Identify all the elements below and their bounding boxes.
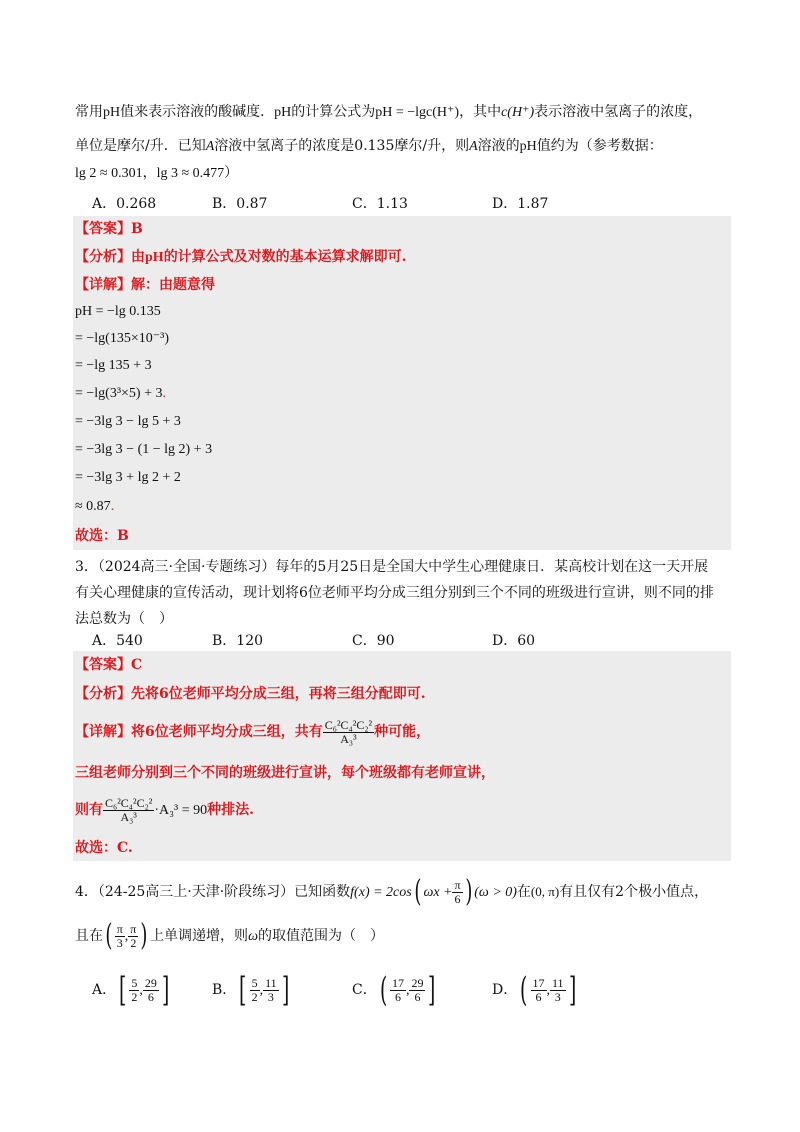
q4-option-b: B．[ $\frac{5}{2}$ , $\frac{11}{3}$ ] (212, 970, 289, 1010)
fraction (128, 923, 138, 950)
q2-detail (75, 275, 215, 295)
fraction-numerator: C₆²C₄²C₂² (105, 795, 153, 810)
q3-analysis (75, 684, 426, 704)
fraction-numerator: 29 (411, 975, 424, 990)
q4-option-c: C．( $\frac{17}{6}$ , $\frac{29}{6}$ ] (352, 970, 436, 1010)
q2-step: = −lg 135 + 3 (75, 358, 152, 373)
text: 单位是摩尔/升．已知 (75, 138, 206, 154)
fraction (452, 879, 462, 906)
ph-symbol: pH (519, 139, 537, 154)
ph-symbol: pH (274, 105, 292, 120)
detail-label: 【详解】 (75, 724, 131, 740)
q2-step: = −lg(3³×5) + 3. (75, 386, 166, 401)
q3-detail-line3 (75, 790, 254, 831)
bracket: ] (281, 970, 289, 1010)
q4-option-a: A．[ $\frac{5}{2}$ , $\frac{29}{6}$ ] (92, 970, 170, 1010)
q2-option-a: A．0.268 (92, 196, 157, 212)
q3-answer (75, 655, 142, 675)
text: 溶液的 (477, 138, 520, 154)
bracket: [ (119, 970, 127, 1010)
text: 4．（24-25高三上·天津·阶段练习）已知函数 (75, 884, 351, 900)
fraction-denominator: 2 (131, 989, 138, 1004)
text: 表示溶液中氢离子的浓度， (534, 104, 703, 120)
q2-step: pH = −lg 0.135 (75, 304, 161, 319)
paren: ) (464, 874, 472, 909)
q2-answer (75, 219, 143, 239)
fraction-numerator: π (130, 921, 137, 936)
var-a: A (205, 139, 215, 154)
interval: (0, π) (530, 884, 560, 899)
fraction-denominator: 3 (267, 989, 274, 1004)
q2-option-d: D．1.87 (492, 196, 549, 212)
fraction-denominator: 6 (414, 989, 421, 1004)
text: 在 (516, 884, 531, 900)
q4-stem-line2: 且在( $\frac{\pi}{3}$ , $\frac{\pi}{2}$ ) 上单调递增，则ω的取值范围为（ ） (75, 916, 384, 957)
fraction-numerator: π (454, 877, 461, 892)
fraction-numerator: 5 (131, 975, 138, 990)
paren: ( (105, 918, 113, 953)
text: 由 (131, 249, 145, 265)
q3-option-a: A．540 (92, 633, 143, 649)
fraction-numerator: 29 (144, 975, 157, 990)
q2-stem-line2 (75, 136, 663, 157)
choice-value: C. (117, 840, 133, 856)
answer-value: C (131, 657, 143, 673)
text: 常用 (75, 104, 103, 120)
text: ，其中 (459, 104, 502, 120)
bracket: ( (520, 970, 528, 1010)
text: 则有 (75, 802, 103, 818)
q3-stem-line3: 法总数为（ ） (75, 611, 173, 627)
q2-step: ≈ 0.87. (75, 499, 115, 514)
q3-option-c: C．90 (352, 633, 395, 649)
bracket: ] (568, 970, 576, 1010)
q2-step: = −3lg 3 − (1 − lg 2) + 3 (75, 442, 213, 457)
text: 的取值范围为（ ） (257, 928, 384, 944)
omega-symbol: ω (248, 929, 258, 944)
text: 值来表示溶液的酸碱度． (120, 104, 275, 120)
text: 有且仅有2个极小值点， (559, 884, 709, 900)
q2-step: = −lg(135×10⁻³) (75, 331, 169, 346)
fraction-denominator: 6 (535, 989, 542, 1004)
fraction-denominator: 3 (554, 989, 561, 1004)
ph-symbol: pH (103, 105, 121, 120)
q3-option-d: D．60 (492, 633, 536, 649)
text: 种排法. (207, 802, 254, 818)
q2-option-b: B．0.87 (212, 196, 268, 212)
q3-choice (75, 838, 133, 858)
fraction-numerator: 11 (552, 975, 564, 990)
option-label: C． (352, 982, 377, 998)
fraction-numerator: 17 (532, 975, 545, 990)
fraction-denominator: A₃³ (340, 731, 357, 746)
text: 将6位老师平均分成三组，共有 (131, 724, 323, 740)
fraction (129, 977, 139, 1004)
function-expr: f(x) = 2cos (350, 885, 412, 900)
text: 种可能， (374, 724, 431, 740)
detail-label: 【详解】 (75, 277, 131, 293)
q4-option-d: D．( $\frac{17}{6}$ , $\frac{11}{3}$ ] (492, 970, 576, 1010)
text: 的计算公式及对数的基本运算求解即可. (163, 249, 407, 265)
function-arg: ωx + (423, 885, 453, 900)
step-text: = −lg(3³×5) + 3 (75, 386, 163, 401)
choice-label: 故选： (75, 528, 117, 544)
paren: ( (414, 874, 422, 909)
option-label: D． (492, 982, 518, 998)
fraction (550, 977, 566, 1004)
formula: ·A₃³ = 90 (154, 803, 208, 818)
fraction (103, 797, 154, 824)
bracket: ] (161, 970, 170, 1010)
q3-stem-line1: 3．（2024高三·全国·专题练习）每年的5月25日是全国大中学生心理健康日．某高校计划在这一天开展 (75, 559, 709, 575)
text: 溶液中氢离子的浓度是0.135摩尔/升，则 (214, 138, 470, 154)
ph-symbol: pH (145, 250, 164, 265)
q2-option-c: C．1.13 (352, 196, 408, 212)
fraction (143, 977, 159, 1004)
q2-stem-line1 (75, 102, 702, 123)
analysis-label: 【分析】 (75, 686, 131, 702)
bracket: [ (239, 970, 247, 1010)
option-label: A． (92, 982, 117, 998)
answer-value: B (131, 221, 143, 237)
function-condition: (ω > 0) (474, 885, 517, 900)
q2-analysis (75, 247, 407, 268)
q4-stem-line1 (75, 872, 708, 913)
fraction-denominator: 6 (394, 989, 401, 1004)
text: 先将6位老师平均分成三组，再将三组分配即可. (131, 686, 426, 702)
fraction-numerator: 17 (391, 975, 404, 990)
step-text: ≈ 0.87 (75, 499, 111, 514)
analysis-label: 【分析】 (75, 249, 131, 265)
fraction-numerator: C₆²C₄²C₂² (324, 717, 373, 732)
fraction-numerator: π (116, 921, 123, 936)
text: 的计算公式为 (291, 104, 376, 120)
concentration-symbol: c(H⁺) (501, 105, 535, 120)
ph-formula: pH = −lgc(H⁺) (375, 105, 460, 120)
choice-label: 故选： (75, 840, 117, 856)
answer-label: 【答案】 (75, 657, 131, 673)
fraction-denominator: 6 (147, 989, 154, 1004)
answer-label: 【答案】 (75, 221, 131, 237)
fraction-denominator: 6 (454, 891, 461, 906)
paren: ) (140, 918, 148, 953)
option-label: B． (212, 982, 237, 998)
bracket: ( (379, 970, 387, 1010)
text: 值约为（参考数据： (536, 138, 663, 154)
fraction-denominator: 3 (116, 935, 123, 950)
fraction-denominator: A₃³ (120, 809, 137, 824)
fraction (263, 977, 279, 1004)
q3-stem-line2: 有关心理健康的宣传活动，现计划将6位老师平均分成三组分别到三个不同的班级进行宣讲，则不同的排 (75, 585, 714, 601)
var-a: A (469, 139, 478, 154)
fraction (323, 719, 374, 746)
q3-detail-line2: 三组老师分别到三个不同的班级进行宣讲，每个班级都有老师宣讲， (75, 765, 495, 781)
q2-choice (75, 526, 129, 546)
fraction-denominator: 2 (251, 989, 258, 1004)
q3-detail (75, 712, 430, 752)
fraction-numerator: 5 (251, 975, 258, 990)
fraction-numerator: 11 (265, 975, 277, 990)
fraction-denominator: 2 (130, 935, 137, 950)
q2-step: = −3lg 3 − lg 5 + 3 (75, 414, 181, 429)
text: 上单调递增，则 (150, 928, 249, 944)
text: 且在 (75, 928, 103, 944)
choice-value: B (117, 528, 129, 544)
fraction (390, 977, 406, 1004)
fraction (409, 977, 425, 1004)
q2-stem-line3: lg 2 ≈ 0.301，lg 3 ≈ 0.477） (75, 166, 239, 181)
q2-step: = −3lg 3 + lg 2 + 2 (75, 470, 181, 485)
fraction (531, 977, 547, 1004)
fraction (115, 923, 125, 950)
bracket: ] (428, 970, 436, 1010)
q3-option-b: B．120 (212, 633, 264, 649)
fraction (250, 977, 260, 1004)
text: 解：由题意得 (131, 277, 215, 293)
